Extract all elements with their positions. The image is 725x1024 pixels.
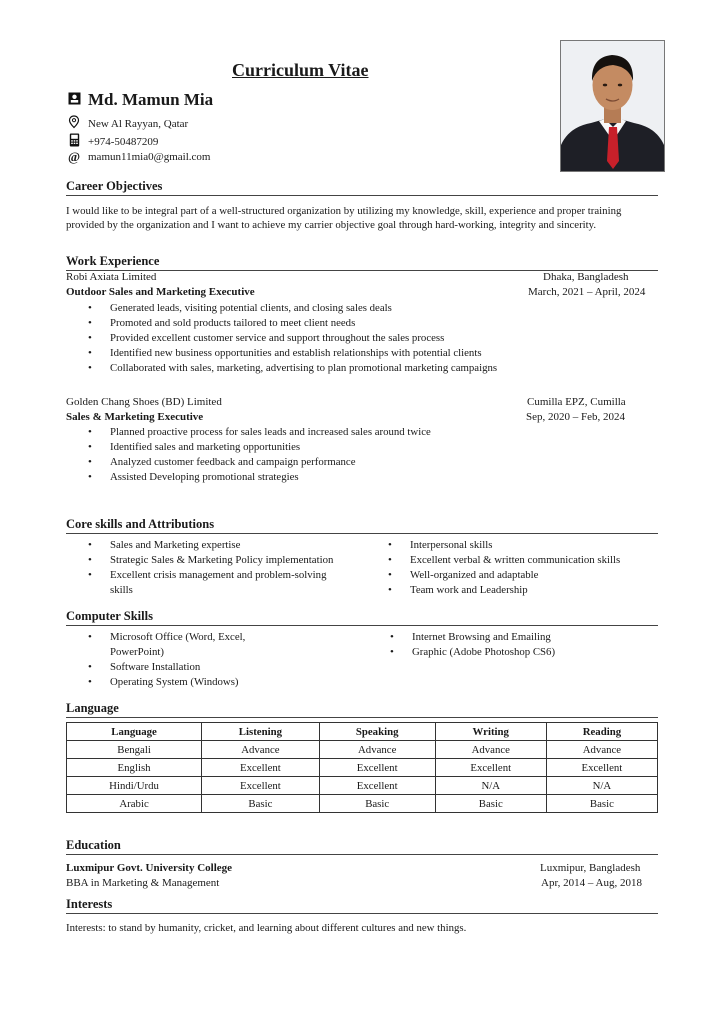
core-skills-heading: Core skills and Attributions [66, 517, 658, 534]
computer-skills-heading: Computer Skills [66, 609, 658, 626]
list-item: • Promoted and sold products tailored to meet client needs [88, 316, 497, 331]
column-header: Reading [546, 723, 657, 741]
job-1-period: March, 2021 – April, 2024 [528, 286, 646, 298]
list-item: • Identified new business opportunities and establish relationships with potential clients [88, 346, 497, 361]
list-item: • Interpersonal skills [388, 538, 668, 553]
table-header-row [67, 723, 658, 741]
list-item: • Operating System (Windows) [88, 675, 368, 690]
job-2-location: Cumilla EPZ, Cumilla [527, 396, 626, 408]
job-1-role: Outdoor Sales and Marketing Executive [66, 286, 255, 298]
table-cell: English [67, 759, 202, 777]
contact-phone-row [66, 133, 158, 150]
language-table [66, 722, 658, 813]
career-objectives-heading: Career Objectives [66, 179, 658, 196]
job-2-company: Golden Chang Shoes (BD) Limited [66, 396, 222, 408]
list-item: • Generated leads, visiting potential clients, and closing sales deals [88, 301, 497, 316]
table-row [67, 795, 658, 813]
interests-text: Interests: to stand by humanity, cricket, and learning about different cultures and new things. [66, 922, 467, 934]
list-item: • Identified sales and marketing opportunities [88, 440, 431, 455]
list-item: • Well-organized and adaptable [388, 568, 668, 583]
column-header: Listening [202, 723, 320, 741]
column-header: Writing [435, 723, 546, 741]
list-item: • Collaborated with sales, marketing, advertising to plan promotional marketing campaigns [88, 361, 497, 376]
core-skills-right-list [388, 538, 668, 598]
computer-skills-left-list [88, 630, 368, 690]
contact-address-row [66, 115, 188, 132]
interests-heading: Interests [66, 897, 658, 914]
table-row [67, 741, 658, 759]
table-cell: Basic [202, 795, 320, 813]
language-heading: Language [66, 701, 658, 718]
education-period: Apr, 2014 – Aug, 2018 [541, 877, 643, 889]
job-1-company: Robi Axiata Limited [66, 271, 157, 283]
education-institution: Luxmipur Govt. University College [66, 862, 233, 874]
candidate-name: Md. Mamun Mia [88, 90, 214, 109]
core-skills-left-list [88, 538, 368, 598]
table-cell: Excellent [202, 759, 320, 777]
email-text: mamun11mia0@gmail.com [88, 151, 211, 163]
contact-name-row [66, 90, 213, 110]
education-degree: BBA in Marketing & Management [66, 877, 220, 889]
table-cell: Advance [202, 741, 320, 759]
address-text: New Al Rayyan, Qatar [88, 117, 189, 130]
table-cell: Excellent [546, 759, 657, 777]
table-cell: Advance [546, 741, 657, 759]
table-cell: Basic [319, 795, 435, 813]
location-pin-icon [66, 115, 82, 132]
career-objectives-text: I would like to be integral part of a well-structured organization by utilizing my knowledge, skill, experience and proper training provided by the organization and I want to achieve my carrier objective goal through hard-working, integrity and sincerity. [66, 205, 622, 231]
table-cell: Excellent [435, 759, 546, 777]
table-cell: Advance [319, 741, 435, 759]
table-row [67, 777, 658, 795]
table-cell: Excellent [319, 777, 435, 795]
list-item: • Excellent verbal & written communication skills [388, 553, 668, 568]
at-sign-icon: @ [67, 149, 81, 164]
list-item: • Team work and Leadership [388, 583, 668, 598]
list-item: • Provided excellent customer service and support throughout the sales process [88, 331, 497, 346]
education-location: Luxmipur, Bangladesh [540, 862, 641, 874]
contact-email-row [66, 149, 210, 165]
list-item: • Microsoft Office (Word, Excel, PowerPoint) [88, 630, 250, 660]
list-item: • Planned proactive process for sales leads and increased sales around twice [88, 425, 431, 440]
list-item: • Analyzed customer feedback and campaign performance [88, 455, 431, 470]
table-cell: N/A [546, 777, 657, 795]
table-cell: Hindi/Urdu [67, 777, 202, 795]
list-item: • Graphic (Adobe Photoshop CS6) [390, 645, 670, 660]
computer-skills-right-list [390, 630, 670, 660]
table-row [67, 759, 658, 777]
table-cell: N/A [435, 777, 546, 795]
phone-icon [66, 133, 82, 150]
list-item: • Assisted Developing promotional strategies [88, 470, 431, 485]
job-1-location: Dhaka, Bangladesh [543, 271, 629, 283]
list-item: • Excellent crisis management and problem-solving skills [88, 568, 340, 598]
job-2-period: Sep, 2020 – Feb, 2024 [526, 411, 625, 423]
table-cell: Basic [435, 795, 546, 813]
list-item: • Software Installation [88, 660, 368, 675]
list-item: • Internet Browsing and Emailing [390, 630, 670, 645]
profile-photo [560, 40, 665, 172]
list-item: • Sales and Marketing expertise [88, 538, 368, 553]
list-item: • Strategic Sales & Marketing Policy implementation [88, 553, 368, 568]
table-cell: Excellent [319, 759, 435, 777]
work-experience-heading: Work Experience [66, 254, 658, 271]
job-1-duties [88, 301, 497, 376]
column-header: Speaking [319, 723, 435, 741]
column-header: Language [67, 723, 202, 741]
table-cell: Excellent [202, 777, 320, 795]
page-title: Curriculum Vitae [232, 60, 369, 80]
id-card-icon [66, 90, 82, 110]
table-cell: Arabic [67, 795, 202, 813]
education-heading: Education [66, 838, 658, 855]
job-2-role: Sales & Marketing Executive [66, 411, 204, 423]
table-cell: Basic [546, 795, 657, 813]
phone-text: +974-50487209 [88, 135, 159, 148]
table-cell: Advance [435, 741, 546, 759]
job-2-duties [88, 425, 431, 485]
table-cell: Bengali [67, 741, 202, 759]
